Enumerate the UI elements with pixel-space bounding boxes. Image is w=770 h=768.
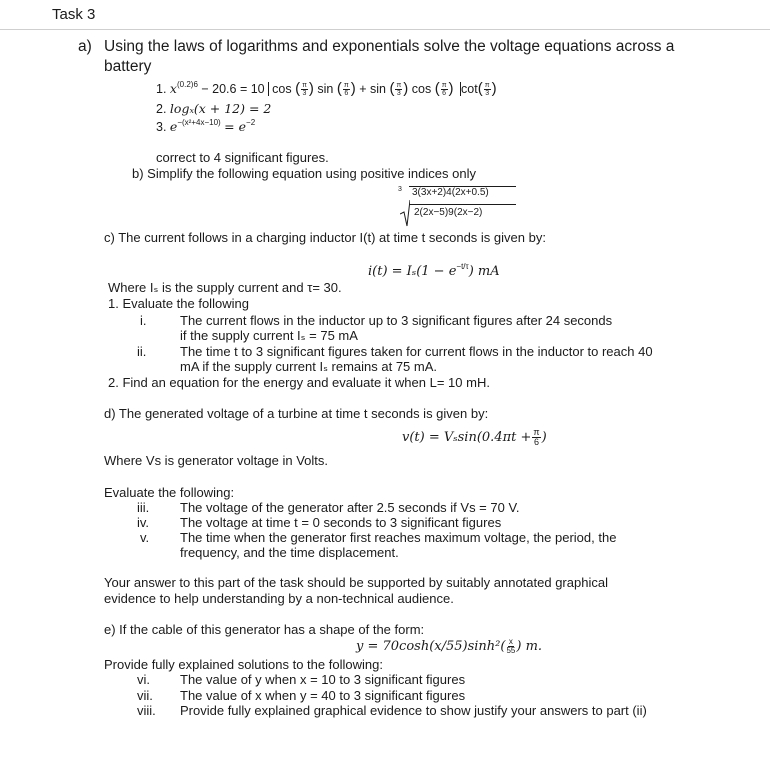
title-divider <box>0 29 770 30</box>
item-i-line1: The current flows in the inductor up to 3 significant figures after 24 seconds <box>180 313 613 328</box>
item-vi-text: The value of y when x = 10 to 3 significant figures <box>180 672 466 687</box>
task-title: Task 3 <box>52 6 96 23</box>
eq1-number: 1. <box>156 82 167 96</box>
root-index: 3 <box>398 186 402 193</box>
root-denominator: 2(2x−5)9(2x−2) <box>414 207 483 218</box>
eq1-middle: − 20.6 = 10 <box>201 82 265 96</box>
eq2-text: logₓ(x + 12) = 2 <box>169 101 272 116</box>
eq1-plus-sin: + sin <box>359 82 386 96</box>
eq3-base: e <box>169 119 178 134</box>
eq1-cot: cot <box>461 82 478 96</box>
equation-3 <box>156 118 255 134</box>
current-where: Where Iₛ is the supply current and τ= 30. <box>108 280 342 295</box>
correct-to-note: correct to 4 significant figures. <box>156 150 329 165</box>
current-equation-end: ) mA <box>468 264 500 279</box>
item-i-label: i. <box>140 313 147 328</box>
part-e-text: e) If the cable of this generator has a shape of the form: <box>104 622 425 637</box>
fraction-bar <box>409 204 516 205</box>
item-viii-text: Provide fully explained graphical evidence to show justify your answers to part (ii) <box>180 703 647 718</box>
voltage-where: Where Vs is generator voltage in Volts. <box>104 453 329 468</box>
eq1-cos2: cos <box>411 82 432 96</box>
part-a-intro-line2: battery <box>104 58 152 75</box>
eq3-rhs-exponent: −2 <box>246 118 256 127</box>
root-numerator: 3(3x+2)4(2x+0.5) <box>412 187 489 198</box>
item-iv-text: The voltage at time t = 0 seconds to 3 significant figures <box>180 515 502 530</box>
item-viii-label: viii. <box>137 703 156 718</box>
item-iii-label: iii. <box>137 500 150 515</box>
part-d-text: d) The generated voltage of a turbine at time t seconds is given by: <box>104 406 489 421</box>
equation-1: 1. $x^{(0.2)6} - 20.6 = 10$ cos ( $\frac{\pi}{3}$ ) sin ( $\frac{\pi}{6}$ ) + sin ( $\frac{\pi}{3}$ ) cos ( $\frac{\pi}{6}$ ) cot( $\frac{\pi}{3}$ ) <box>156 80 497 98</box>
eq1-base: x <box>169 81 177 96</box>
part-a-label: a) <box>78 38 92 55</box>
part-a-intro-line1: Using the laws of logarithms and exponentials solve the voltage equations across a <box>104 38 675 55</box>
cable-equation-end: ) m. <box>516 639 543 654</box>
eq3-number: 3. <box>156 120 167 134</box>
eq1-cos: cos <box>272 82 292 96</box>
eq1-exponent-2: 6 <box>193 80 198 89</box>
item-ii-line1: The time t to 3 significant figures taken for current flows in the inductor to reach 40 <box>180 344 653 359</box>
support-line2: evidence to help understanding by a non-technical audience. <box>104 591 454 606</box>
current-equation-exp: −t/τ <box>456 262 469 271</box>
part-b-text: b) Simplify the following equation using positive indices only <box>132 166 476 181</box>
current-equation <box>368 262 500 279</box>
item-iii-text: The voltage of the generator after 2.5 seconds if Vs = 70 V. <box>180 500 520 515</box>
item-vii-text: The value of x when y = 40 to 3 significant figures <box>180 688 466 703</box>
provide-heading: Provide fully explained solutions to the following: <box>104 657 383 672</box>
support-line1: Your answer to this part of the task should be supported by suitably annotated graphical <box>104 575 608 590</box>
eq1-sin: sin <box>317 82 334 96</box>
cable-equation-main: y = 70cosh(x/55)sinh²( <box>356 639 506 654</box>
eq2-number: 2. <box>156 102 167 116</box>
current-equation-main: i(t) = Iₛ(1 − e <box>368 264 457 279</box>
item-ii-label: ii. <box>137 344 147 359</box>
eq3-rhs: = e <box>224 119 247 134</box>
item-v-line2: frequency, and the time displacement. <box>180 545 399 560</box>
find-energy: 2. Find an equation for the energy and evaluate it when L= 10 mH. <box>108 375 490 390</box>
item-ii-line2: mA if the supply current Iₛ remains at 75 mA. <box>180 359 438 374</box>
voltage-equation-main: v(t) = Vₛsin(0.4πt + <box>402 429 532 445</box>
eq1-exponent: (0.2) <box>176 80 194 89</box>
item-vii-label: vii. <box>137 688 153 703</box>
equation-2 <box>156 101 271 116</box>
eq3-exponent: −(x²+4x−10) <box>177 118 221 127</box>
voltage-equation-end: ) <box>541 429 547 445</box>
item-i-line2: if the supply current Iₛ = 75 mA <box>180 328 358 343</box>
cable-equation: y = 70cosh(x/55)sinh²( $\frac{x}{55}$ ) m. <box>356 637 543 656</box>
item-v-label: v. <box>140 530 150 545</box>
item-iv-label: iv. <box>137 515 150 530</box>
voltage-equation: v(t) = Vₛsin(0.4πt + $\frac{\pi}{6}$ ) <box>402 427 547 447</box>
eq1-abs: cos ( $\frac{\pi}{3}$ ) sin ( $\frac{\pi}{6}$ ) + sin ( $\frac{\pi}{3}$ ) cos ( $\frac{\pi}{6}$ ) <box>268 82 461 96</box>
evaluate-heading-2: Evaluate the following: <box>104 485 235 500</box>
item-v-line1: The time when the generator first reaches maximum voltage, the period, the <box>180 530 617 545</box>
part-c-text: c) The current follows in a charging inductor I(t) at time t seconds is given by: <box>104 230 546 245</box>
item-vi-label: vi. <box>137 672 150 687</box>
evaluate-heading-1: 1. Evaluate the following <box>108 296 249 311</box>
